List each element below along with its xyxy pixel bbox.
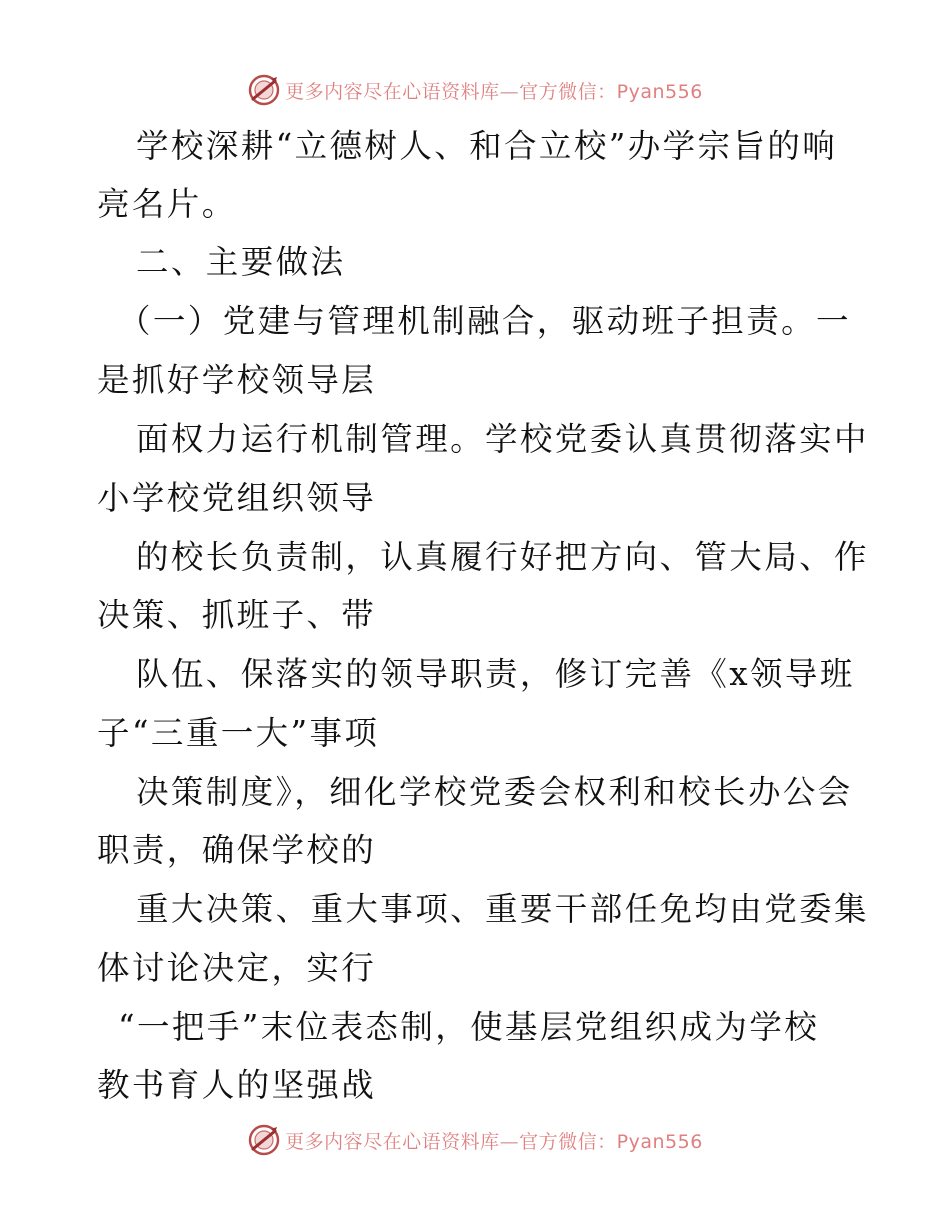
paragraph-line: 职责，确保学校的	[97, 831, 377, 869]
paragraph-line: 的校长负责制，认真履行好把方向、管大局、作	[136, 538, 869, 576]
paragraph-line: （一）党建与管理机制融合，驱动班子担责。一	[118, 302, 851, 340]
watermark-separator: —	[499, 80, 520, 103]
paragraph-line: 学校深耕“立德树人、和合立校”办学宗旨的响	[136, 127, 838, 165]
watermark-title: 更多内容尽在心语资料库	[285, 80, 500, 103]
paragraph-line: 亮名片。	[97, 185, 237, 223]
paragraph-line: “一把手”末位表态制，使基层党组织成为学校	[118, 1008, 820, 1046]
paragraph-line: 是抓好学校领导层	[97, 361, 377, 399]
watermark-separator: —	[499, 1130, 520, 1153]
paragraph-line: 体讨论决定，实行	[97, 949, 377, 987]
paragraph-line: 重大决策、重大事项、重要干部任免均由党委集	[136, 890, 869, 928]
paragraph-line: 队伍、保落实的领导职责，修订完善《x领导班	[136, 655, 855, 693]
paragraph-line: 子“三重一大”事项	[97, 714, 380, 752]
paragraph-line: 决策、抓班子、带	[97, 596, 377, 634]
paragraph-line: 教书育人的坚强战	[97, 1066, 377, 1104]
paragraph-line: 面权力运行机制管理。学校党委认真贯彻落实中	[136, 420, 869, 458]
footer-watermark	[0, 1120, 950, 1160]
section-heading: 二、主要做法	[136, 243, 346, 281]
paragraph-line: 小学校党组织领导	[97, 479, 377, 517]
watermark-contact: 官方微信：Pyan556	[519, 1130, 703, 1153]
paragraph-line: 决策制度》，细化学校党委会权利和校长办公会	[136, 773, 853, 811]
watermark-title: 更多内容尽在心语资料库	[285, 1130, 500, 1153]
watermark-contact: 官方微信：Pyan556	[519, 80, 703, 103]
seal-logo-icon	[247, 1123, 281, 1157]
